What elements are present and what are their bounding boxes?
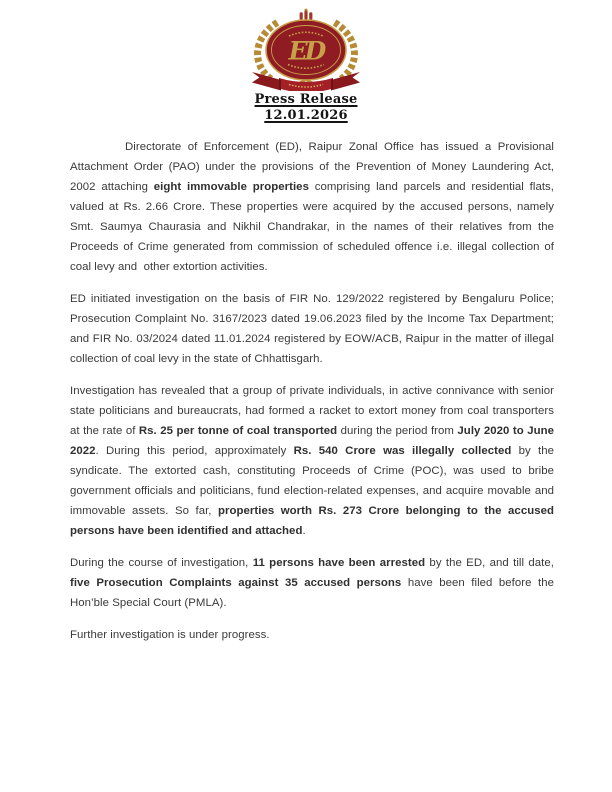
press-release-body — [70, 137, 554, 645]
ed-emblem — [231, 7, 381, 91]
paragraph-investigation-findings: Investigation has revealed that a group of private individuals, in active connivance with senior state politicians and bureaucrats, had formed a racket to extort money from coal transporters at the rate of Rs. 25 per tonne of coal transported during the period from July 2020 to June 2022. During this period, approximately Rs. 540 Crore was illegally collected by the syndicate. The extorted cash, constituting Proceeds of Crime (POC), was used to bribe government officials and politicians, fund election-related expenses, and acquire movable and immovable assets. So far, properties worth Rs. 273 Crore belonging to the accused persons have been identified and attached. — [70, 385, 555, 537]
ed-monogram: ED — [288, 36, 324, 66]
press-release-title: Press Release — [254, 92, 358, 107]
paragraph-attachment-order: Directorate of Enforcement (ED), Raipur Zonal Office has issued a Provisional Attachment Order (PAO) under the provisions of the Prevention of Money Laundering Act, 2002 attaching eight immovable properties comprising land parcels and residential flats, valued at Rs. 2.66 Crore. These properties were acquired by the accused persons, namely Smt. Saumya Chaurasia and Nikhil Chandrakar, in the names of their relatives from the Proceeds of Crime generated from commission of scheduled offence i.e. illegal collection of coal levy and other extortion activities. — [70, 141, 554, 273]
document-header — [0, 0, 612, 124]
ed-oval-seal — [266, 20, 346, 80]
paragraph-arrests-complaints: During the course of investigation, 11 persons have been arrested by the ED, and till date, five Prosecution Complaints against 35 accused persons have been filed before the Hon’ble Special Court (PMLA). — [70, 557, 554, 609]
paragraph-investigation-basis: ED initiated investigation on the basis of FIR No. 129/2022 registered by Bengaluru Police; Prosecution Complaint No. 3167/2023 dated 19.06.2023 filed by the Income Tax Department; and FIR No. 03/2024 dated 11.01.2024 registered by EOW/ACB, Raipur in the matter of illegal collection of coal levy in the state of Chhattisgarh. — [70, 293, 554, 365]
press-release-date: 12.01.2026 — [264, 108, 348, 123]
paragraph-further-investigation: Further investigation is under progress. — [70, 629, 270, 641]
